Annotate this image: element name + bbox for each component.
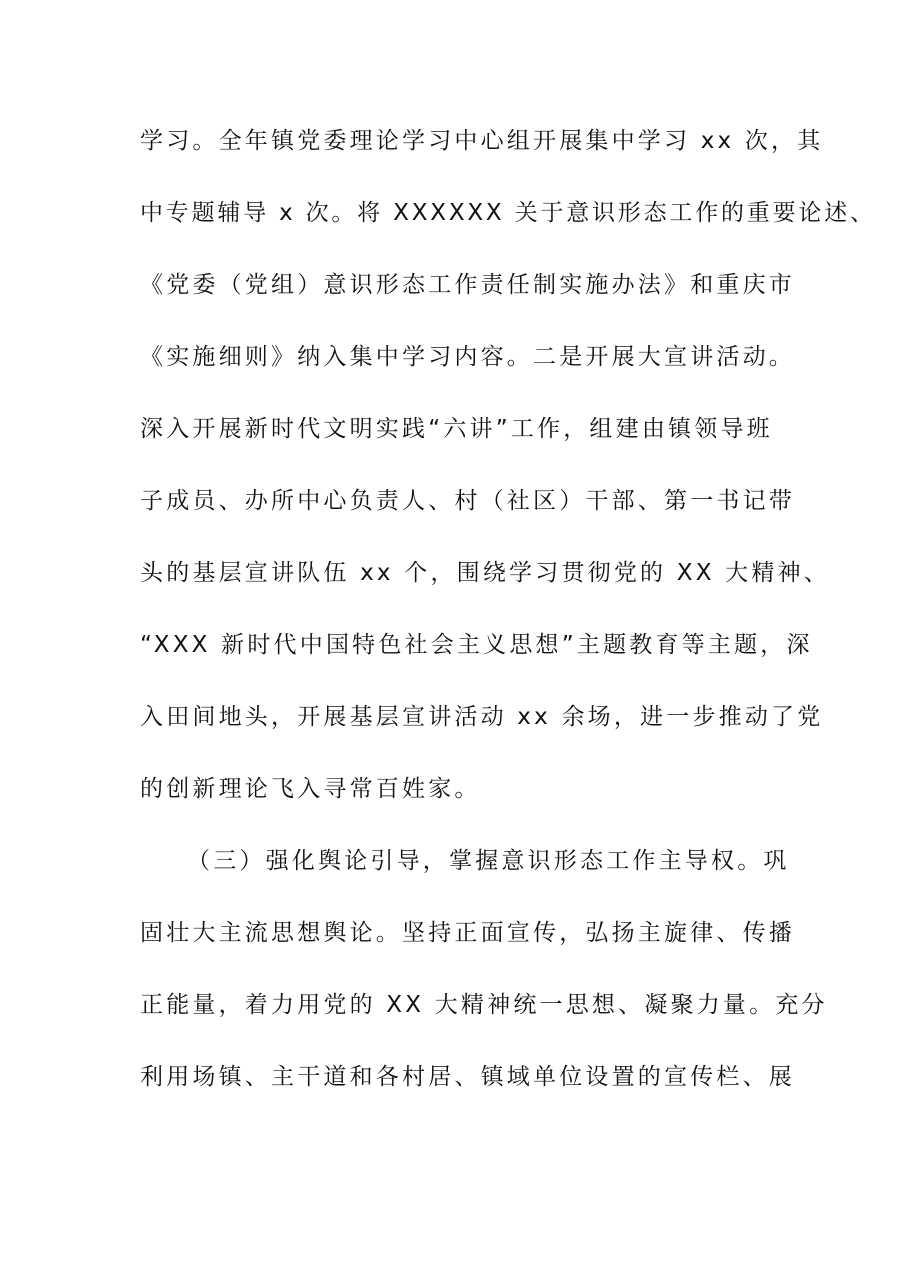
text-line-13: 正能量，着力用党的 XX 大精神统一思想、凝聚力量。充分 [140, 992, 828, 1018]
text-line-12: 固壮大主流思想舆论。坚持正面宣传，弘扬主旋律、传播 [140, 920, 795, 946]
text-line-10: 的创新理论飞入寻常百姓家。 [140, 776, 481, 802]
text-line-4: 《实施细则》纳入集中学习内容。二是开展大宣讲活动。 [140, 344, 795, 370]
text-line-7: 头的基层宣讲队伍 xx 个，围绕学习贯彻党的 XX 大精神、 [140, 560, 830, 586]
text-line-8: “XXX 新时代中国特色社会主义思想”主题教育等主题，深 [140, 632, 813, 658]
text-line-1: 学习。全年镇党委理论学习中心组开展集中学习 xx 次，其 [140, 128, 824, 154]
text-line-9: 入田间地头，开展基层宣讲活动 xx 余场，进一步推动了党 [140, 704, 824, 730]
text-line-5: 深入开展新时代文明实践“六讲”工作，组建由镇领导班 [140, 416, 773, 442]
text-line-3: 《党委（党组）意识形态工作责任制实施办法》和重庆市 [140, 272, 795, 298]
text-line-6: 子成员、办所中心负责人、村（社区）干部、第一书记带 [140, 488, 795, 514]
section-heading-line: （三）强化舆论引导，掌握意识形态工作主导权。巩 [187, 848, 790, 874]
text-line-14: 利用场镇、主干道和各村居、镇域单位设置的宣传栏、展 [140, 1064, 795, 1090]
text-line-2: 中专题辅导 x 次。将 XXXXXX 关于意识形态工作的重要论述、 [140, 200, 876, 226]
